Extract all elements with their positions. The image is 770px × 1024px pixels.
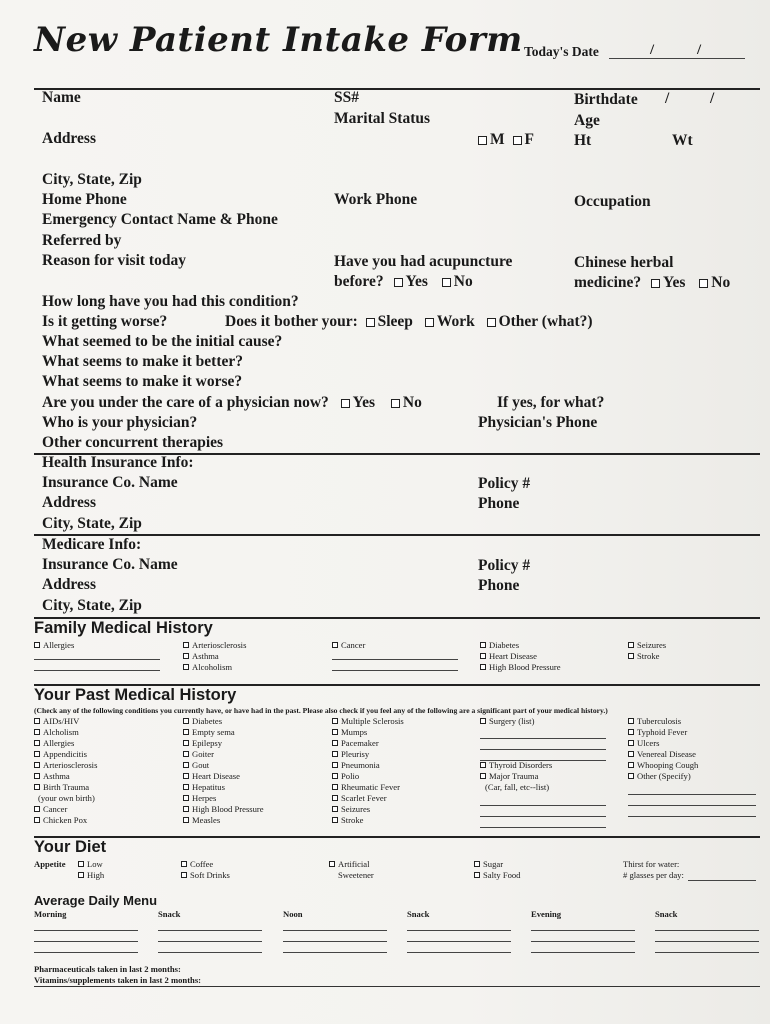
home-phone-label: Home Phone: [42, 191, 127, 208]
family-item[interactable]: Alcoholism: [183, 662, 246, 673]
menu-entry-line[interactable]: [158, 941, 262, 942]
past-item[interactable]: Polio: [332, 771, 404, 782]
menu-entry-line[interactable]: [283, 952, 387, 953]
medicare-co-name-label: Insurance Co. Name: [42, 556, 178, 573]
surgery-blank[interactable]: [480, 738, 606, 739]
menu-col-noon: Noon: [283, 909, 303, 919]
past-col-3: [332, 716, 404, 826]
physician-phone-label: Physician's Phone: [478, 414, 598, 431]
birthdate-slash-1: /: [665, 90, 670, 107]
family-blank[interactable]: [332, 659, 458, 660]
menu-entry-line[interactable]: [283, 930, 387, 931]
physician-care-row: [42, 394, 422, 412]
work-checkbox[interactable]: [425, 318, 434, 327]
reason-label: Reason for visit today: [42, 252, 186, 269]
menu-entry-line[interactable]: [407, 952, 511, 953]
family-item[interactable]: Heart Disease: [480, 651, 561, 662]
physician-no-label: No: [402, 394, 422, 411]
insurance-city-label: City, State, Zip: [42, 515, 142, 532]
herbal-q-line2: [574, 274, 730, 292]
birthdate-slash-2: /: [710, 90, 715, 107]
family-item[interactable]: Diabetes: [480, 640, 561, 651]
sex-m-label: M: [490, 131, 505, 148]
diet-col-4: [474, 859, 520, 881]
medicare-address-label: Address: [42, 576, 96, 593]
acupuncture-yes-label: Yes: [405, 273, 428, 290]
herbal-q-medicine: medicine?: [574, 274, 642, 291]
menu-col-morning: Morning: [34, 909, 67, 919]
past-item[interactable]: High Blood Pressure: [183, 804, 264, 815]
past-item-note: (your own birth): [38, 793, 95, 803]
family-item[interactable]: Seizures: [628, 640, 666, 651]
sex-options: [478, 131, 534, 149]
past-item[interactable]: Asthma: [34, 771, 97, 782]
daily-menu-header: Average Daily Menu: [34, 893, 158, 908]
medicare-rule: [34, 534, 760, 536]
thirst-label: Thirst for water:: [623, 859, 680, 869]
acupuncture-q-before: before?: [334, 273, 384, 290]
menu-entry-line[interactable]: [407, 941, 511, 942]
how-long-label: How long have you had this condition?: [42, 293, 299, 310]
getting-worse-label: Is it getting worse?: [42, 313, 168, 330]
menu-entry-line[interactable]: [531, 941, 635, 942]
footer-line: [34, 986, 760, 987]
physician-yes-label: Yes: [352, 394, 376, 411]
referred-by-label: Referred by: [42, 232, 122, 249]
herbal-yes-label: Yes: [663, 274, 686, 291]
ht-label: Ht: [574, 132, 592, 149]
diet-header: Your Diet: [34, 838, 107, 856]
past-item[interactable]: Hepatitus: [183, 782, 264, 793]
other-specify-blank[interactable]: [628, 816, 756, 817]
sex-m-checkbox[interactable]: [478, 136, 487, 145]
past-item[interactable]: Scarlet Fever: [332, 793, 404, 804]
physician-no-checkbox[interactable]: [391, 399, 400, 408]
past-item[interactable]: Goiter: [183, 749, 264, 760]
family-blank[interactable]: [34, 670, 160, 671]
sex-f-label: F: [524, 131, 534, 148]
past-item[interactable]: Diabetes: [183, 716, 264, 727]
other-specify-blank[interactable]: [628, 794, 756, 795]
past-col-4b: [480, 760, 552, 793]
family-item[interactable]: Arteriosclerosis: [183, 640, 246, 651]
medicare-header: Medicare Info:: [42, 536, 142, 553]
appetite-low-option[interactable]: Low: [78, 859, 104, 870]
past-item[interactable]: Tuberculosis: [628, 716, 698, 727]
pharmaceuticals-label: Pharmaceuticals taken in last 2 months:: [34, 964, 181, 974]
other-label: Other (what?): [498, 313, 593, 330]
family-blank[interactable]: [34, 659, 160, 660]
todays-date-field[interactable]: [609, 58, 745, 59]
past-item[interactable]: Measles: [183, 815, 264, 826]
past-item[interactable]: Ulcers: [628, 738, 698, 749]
menu-col-snack-2: Snack: [407, 909, 430, 919]
menu-entry-line[interactable]: [531, 952, 635, 953]
herbal-no-label: No: [711, 274, 731, 291]
coffee-option[interactable]: Coffee: [181, 859, 230, 870]
past-item[interactable]: Multiple Sclerosis: [332, 716, 404, 727]
menu-entry-line[interactable]: [531, 930, 635, 931]
date-slash-2: /: [697, 42, 702, 58]
make-worse-label: What seems to make it worse?: [42, 373, 243, 390]
diet-rule: [34, 836, 760, 838]
sleep-label: Sleep: [377, 313, 413, 330]
date-slash-1: /: [650, 42, 655, 58]
health-insurance-header: Health Insurance Info:: [42, 454, 194, 471]
past-item[interactable]: Arteriosclerosis: [34, 760, 97, 771]
past-col-5: [628, 716, 698, 782]
herbal-yes-checkbox[interactable]: [651, 279, 660, 288]
appetite-options: [78, 859, 104, 881]
other-checkbox[interactable]: [487, 318, 496, 327]
appetite-high-option[interactable]: High: [78, 870, 104, 881]
past-col-2: [183, 716, 264, 826]
form-title: New Patient Intake Form: [34, 20, 523, 60]
header-rule: [34, 88, 760, 90]
menu-entry-line[interactable]: [158, 930, 262, 931]
better-label: What seems to make it better?: [42, 353, 244, 370]
past-item[interactable]: Pacemaker: [332, 738, 404, 749]
medicare-phone-label: Phone: [478, 577, 520, 594]
physician-care-label: Are you under the care of a physician now?: [42, 394, 329, 411]
initial-cause-label: What seemed to be the initial cause?: [42, 333, 283, 350]
past-item[interactable]: Other (Specify): [628, 771, 698, 782]
physician-yes-checkbox[interactable]: [341, 399, 350, 408]
past-item[interactable]: Heart Disease: [183, 771, 264, 782]
wt-label: Wt: [672, 132, 693, 149]
menu-entry-line[interactable]: [407, 930, 511, 931]
past-item[interactable]: Mumps: [332, 727, 404, 738]
past-item[interactable]: Thyroid Disorders: [480, 760, 552, 771]
past-item[interactable]: Alcholism: [34, 727, 97, 738]
past-history-instructions: (Check any of the following conditions you currently have, or have had in the past. Please also check if you feel any of the following are a significant part of your medical history.): [34, 706, 608, 715]
diet-col-3: [329, 859, 374, 881]
menu-entry-line[interactable]: [283, 941, 387, 942]
other-specify-blank[interactable]: [628, 805, 756, 806]
past-item[interactable]: Cancer: [34, 804, 97, 815]
ss-label: SS#: [334, 89, 359, 106]
past-item[interactable]: Appendicitis: [34, 749, 97, 760]
menu-entry-line[interactable]: [34, 941, 138, 942]
sweetener-label: Sweetener: [338, 870, 374, 880]
diet-col-5: [623, 859, 684, 881]
medicare-city-label: City, State, Zip: [42, 597, 142, 614]
family-history-header: Family Medical History: [34, 619, 213, 637]
insurance-co-name-label: Insurance Co. Name: [42, 474, 178, 491]
menu-col-evening: Evening: [531, 909, 562, 919]
glasses-field[interactable]: [688, 880, 756, 881]
family-col-5: [628, 640, 666, 662]
menu-col-snack-3: Snack: [655, 909, 678, 919]
menu-entry-line[interactable]: [158, 952, 262, 953]
acupuncture-no-label: No: [453, 273, 473, 290]
past-item-note: (Car, fall, etc--list): [485, 782, 550, 792]
menu-entry-line[interactable]: [655, 930, 759, 931]
past-item[interactable]: Major Trauma: [480, 771, 552, 782]
acupuncture-yes-checkbox[interactable]: [394, 278, 403, 287]
herbal-no-checkbox[interactable]: [699, 279, 708, 288]
insurance-phone-label: Phone: [478, 495, 520, 512]
past-item[interactable]: Typhoid Fever: [628, 727, 698, 738]
appetite-label: Appetite: [34, 859, 66, 869]
name-label: Name: [42, 89, 81, 106]
family-col-3: [332, 640, 365, 651]
family-col-4: [480, 640, 561, 673]
past-item[interactable]: Chicken Pox: [34, 815, 97, 826]
bother-label: Does it bother your:: [225, 313, 358, 330]
family-col-2: [183, 640, 246, 673]
marital-status-label: Marital Status: [334, 110, 431, 127]
address-label: Address: [42, 130, 96, 147]
menu-entry-line[interactable]: [655, 941, 759, 942]
concurrent-therapies-label: Other concurrent therapies: [42, 434, 224, 451]
medicare-policy-label: Policy #: [478, 557, 531, 574]
diet-col-2: [181, 859, 230, 881]
glasses-label: # glasses per day:: [623, 870, 684, 880]
past-item[interactable]: Whooping Cough: [628, 760, 698, 771]
past-history-header: Your Past Medical History: [34, 686, 237, 704]
past-col-4: [480, 716, 534, 727]
past-item[interactable]: AIDs/HIV: [34, 716, 97, 727]
acupuncture-q-line1: Have you had acupuncture: [334, 253, 513, 270]
artificial-sweetener-option[interactable]: Artificial: [329, 859, 374, 870]
acupuncture-no-checkbox[interactable]: [442, 278, 451, 287]
age-label: Age: [574, 112, 600, 129]
past-item[interactable]: Gout: [183, 760, 264, 771]
work-phone-label: Work Phone: [334, 191, 418, 208]
trauma-blank[interactable]: [480, 816, 606, 817]
bother-options: [225, 313, 593, 331]
herbal-q-line1: Chinese herbal: [574, 254, 674, 271]
sex-f-checkbox[interactable]: [513, 136, 522, 145]
occupation-label: Occupation: [574, 193, 651, 210]
family-item[interactable]: Asthma: [183, 651, 246, 662]
menu-col-snack-1: Snack: [158, 909, 181, 919]
past-col-1: [34, 716, 97, 826]
sleep-checkbox[interactable]: [366, 318, 375, 327]
soft-drinks-option[interactable]: Soft Drinks: [181, 870, 230, 881]
menu-entry-line[interactable]: [655, 952, 759, 953]
past-item[interactable]: Epilepsy: [183, 738, 264, 749]
family-item[interactable]: Allergies: [34, 640, 74, 651]
past-item[interactable]: Venereal Disease: [628, 749, 698, 760]
who-physician-label: Who is your physician?: [42, 414, 198, 431]
past-item[interactable]: Birth Trauma: [34, 782, 97, 793]
sugar-option[interactable]: Sugar: [474, 859, 520, 870]
salty-food-option[interactable]: Salty Food: [474, 870, 520, 881]
past-item[interactable]: Empty sema: [183, 727, 264, 738]
family-item[interactable]: High Blood Pressure: [480, 662, 561, 673]
vitamins-label: Vitamins/supplements taken in last 2 months:: [34, 975, 202, 985]
insurance-address-label: Address: [42, 494, 96, 511]
past-item[interactable]: Surgery (list): [480, 716, 534, 727]
trauma-blank[interactable]: [480, 805, 606, 806]
family-item[interactable]: Cancer: [332, 640, 365, 651]
emergency-contact-label: Emergency Contact Name & Phone: [42, 211, 278, 228]
policy-label: Policy #: [478, 475, 531, 492]
birthdate-label: Birthdate: [574, 91, 638, 108]
acupuncture-q-line2: [334, 273, 473, 291]
family-item[interactable]: Stroke: [628, 651, 666, 662]
past-item[interactable]: Rheumatic Fever: [332, 782, 404, 793]
past-item[interactable]: Pleurisy: [332, 749, 404, 760]
past-item[interactable]: Allergies: [34, 738, 97, 749]
city-state-zip-label: City, State, Zip: [42, 171, 142, 188]
if-yes-label: If yes, for what?: [497, 394, 605, 411]
work-label: Work: [436, 313, 475, 330]
family-blank[interactable]: [332, 670, 458, 671]
surgery-blank[interactable]: [480, 749, 606, 750]
todays-date-label: Today's Date: [524, 44, 599, 59]
past-item[interactable]: Stroke: [332, 815, 404, 826]
menu-entry-line[interactable]: [34, 930, 138, 931]
past-item[interactable]: Pneumonia: [332, 760, 404, 771]
past-item[interactable]: Herpes: [183, 793, 264, 804]
trauma-blank[interactable]: [480, 827, 606, 828]
past-item[interactable]: Seizures: [332, 804, 404, 815]
family-col-1: [34, 640, 74, 651]
menu-entry-line[interactable]: [34, 952, 138, 953]
